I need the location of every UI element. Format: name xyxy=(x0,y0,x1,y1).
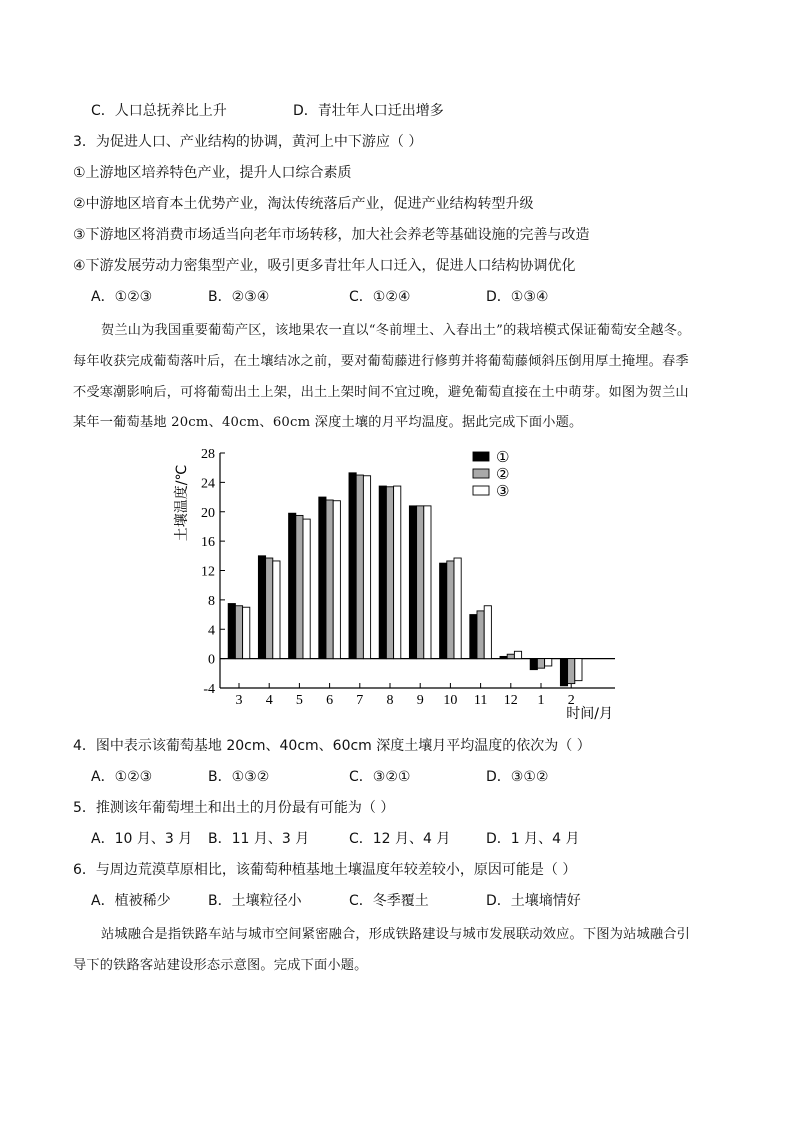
y-axis-title: 土壤温度/℃ xyxy=(174,464,190,542)
bar-2-4 xyxy=(266,558,273,659)
bar-2-5 xyxy=(296,515,303,658)
q4-option-c: C．③②① xyxy=(349,769,411,785)
bar-1-5 xyxy=(289,513,296,658)
bar-3-4 xyxy=(273,561,280,659)
x-tick-label: 4 xyxy=(265,693,273,708)
q6-option-d: D．土壤墒情好 xyxy=(486,893,581,909)
bar-3-5 xyxy=(303,519,310,659)
y-tick-label: 16 xyxy=(201,535,215,551)
bar-1-11 xyxy=(470,615,477,659)
q3-option-d: D．①③④ xyxy=(486,289,549,305)
bar-2-8 xyxy=(386,487,393,659)
q3-option-b: B．②③④ xyxy=(208,289,270,305)
q4-stem: 4．图中表示该葡萄基地 20cm、40cm、60cm 深度土壤月平均温度的依次为（ ） xyxy=(73,738,591,754)
x-tick-label: 11 xyxy=(473,693,488,708)
passage1-line-3: 不受寒潮影响后，可将葡萄出土上架，出土上架时间不宜过晚，避免葡萄直接在土中萌芽。如图为贺兰山 xyxy=(73,385,689,400)
x-tick-label: 1 xyxy=(537,693,545,708)
bar-1-12 xyxy=(500,656,507,658)
bar-3-10 xyxy=(454,558,461,659)
y-tick-label: 12 xyxy=(201,564,215,580)
x-tick-label: 5 xyxy=(295,693,303,708)
passage2-line-2: 导下的铁路客站建设形态示意图。完成下面小题。 xyxy=(73,958,368,973)
bar-3-12 xyxy=(514,651,521,658)
q5-option-d: D．1 月、4 月 xyxy=(486,831,580,847)
bar-2-12 xyxy=(507,654,514,658)
bar-2-1 xyxy=(537,659,544,669)
bar-2-11 xyxy=(477,611,484,659)
q3-item-2: ②中游地区培育本土优势产业，淘汰传统落后产业，促进产业结构转型升级 xyxy=(73,196,534,212)
q2-option-d: D．青壮年人口迁出增多 xyxy=(293,103,444,119)
y-tick-label: 20 xyxy=(201,505,215,521)
legend-label-3: ③ xyxy=(496,482,510,500)
bar-3-2 xyxy=(575,659,582,681)
bar-2-3 xyxy=(235,606,242,659)
bar-1-1 xyxy=(530,659,537,670)
bar-1-8 xyxy=(379,486,386,659)
bar-3-6 xyxy=(333,501,340,659)
y-tick-label: 24 xyxy=(201,476,215,492)
x-tick-label: 3 xyxy=(235,693,243,708)
q6-stem: 6．与周边荒漠草原相比，该葡萄种植基地土壤温度年较差较小，原因可能是（ ） xyxy=(73,862,577,878)
q3-stem: 3．为促进人口、产业结构的协调，黄河上中下游应（ ） xyxy=(73,134,423,150)
x-tick-label: 6 xyxy=(326,693,334,708)
q5-option-a: A．10 月、3 月 xyxy=(91,831,193,847)
soil-temperature-chart xyxy=(160,440,640,730)
y-tick-label: 8 xyxy=(208,593,215,609)
bar-3-7 xyxy=(363,476,370,659)
y-tick-label: 4 xyxy=(208,623,215,639)
bar-2-2 xyxy=(568,659,575,684)
q4-option-a: A．①②③ xyxy=(91,769,153,785)
x-tick-label: 12 xyxy=(503,693,518,708)
bar-2-6 xyxy=(326,500,333,659)
bar-1-10 xyxy=(440,563,447,658)
q6-option-a: A．植被稀少 xyxy=(91,893,171,909)
bar-1-2 xyxy=(560,659,567,686)
x-tick-label: 7 xyxy=(356,693,364,708)
x-tick-label: 9 xyxy=(416,693,424,708)
bar-1-7 xyxy=(349,473,356,659)
q4-option-d: D．③①② xyxy=(486,769,549,785)
bar-2-10 xyxy=(447,561,454,659)
x-axis-title: 时间/月 xyxy=(566,706,613,722)
q2-option-c: C．人口总抚养比上升 xyxy=(91,103,227,119)
bar-3-3 xyxy=(243,607,250,658)
bar-1-9 xyxy=(409,506,416,659)
x-tick-label: 8 xyxy=(386,693,394,708)
y-tick-label: 28 xyxy=(201,447,215,462)
q3-item-4: ④下游发展劳动力密集型产业，吸引更多青壮年人口迁入，促进人口结构协调优化 xyxy=(73,258,576,274)
passage1-line-1: 贺兰山为我国重要葡萄产区，该地果农一直以“冬前埋土、入春出土”的栽培模式保证葡萄安全越冬。 xyxy=(101,323,691,338)
bar-3-1 xyxy=(545,659,552,666)
q5-stem: 5．推测该年葡萄埋土和出土的月份最有可能为（ ） xyxy=(73,800,395,816)
passage1-line-4: 某年一葡萄基地 20cm、40cm、60cm 深度土壤的月平均温度。据此完成下面小题。 xyxy=(73,415,583,430)
legend-swatch-2 xyxy=(473,469,489,478)
q3-option-c: C．①②④ xyxy=(349,289,411,305)
bar-1-3 xyxy=(228,604,235,659)
q6-option-c: C．冬季覆土 xyxy=(349,893,429,909)
y-tick-label: -4 xyxy=(203,682,215,697)
y-tick-label: 0 xyxy=(208,652,215,668)
legend-swatch-1 xyxy=(473,452,489,461)
bar-3-11 xyxy=(484,606,491,659)
q5-option-c: C．12 月、4 月 xyxy=(349,831,451,847)
bar-1-4 xyxy=(258,556,265,659)
q3-item-1: ①上游地区培养特色产业，提升人口综合素质 xyxy=(73,165,352,181)
q5-option-b: B．11 月、3 月 xyxy=(208,831,310,847)
bar-3-9 xyxy=(424,506,431,659)
legend-label-2: ② xyxy=(496,465,510,483)
x-tick-label: 10 xyxy=(443,693,458,708)
passage2-line-1: 站城融合是指铁路车站与城市空间紧密融合，形成铁路建设与城市发展联动效应。下图为站城融合引 xyxy=(101,927,691,942)
q3-item-3: ③下游地区将消费市场适当向老年市场转移，加大社会养老等基础设施的完善与改造 xyxy=(73,227,590,243)
q6-option-b: B．土壤粒径小 xyxy=(208,893,302,909)
bar-1-6 xyxy=(319,497,326,659)
legend-swatch-3 xyxy=(473,486,489,495)
x-tick-label: 2 xyxy=(567,693,575,708)
bar-2-7 xyxy=(356,475,363,659)
passage1-line-2: 每年收获完成葡萄落叶后，在土壤结冰之前，要对葡萄藤进行修剪并将葡萄藤倾斜压倒用厚土掩埋。春季 xyxy=(73,354,689,369)
bar-3-8 xyxy=(394,486,401,659)
q3-option-a: A．①②③ xyxy=(91,289,153,305)
legend-label-1: ① xyxy=(496,448,510,466)
q4-option-b: B．①③② xyxy=(208,769,270,785)
bar-2-9 xyxy=(417,506,424,659)
